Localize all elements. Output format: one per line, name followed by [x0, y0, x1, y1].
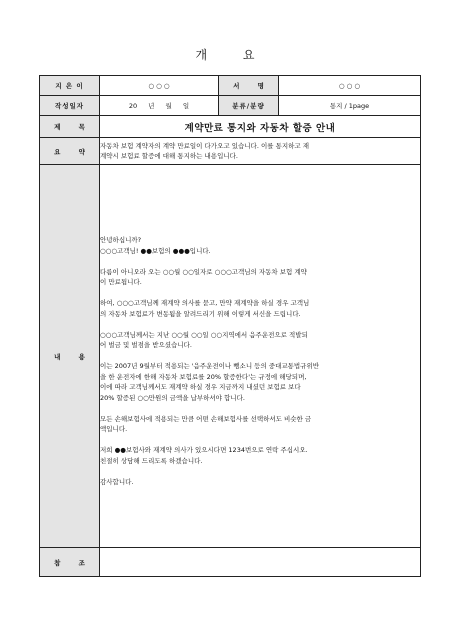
content-value[interactable]: [100, 165, 421, 548]
content-paragraph: [100, 445, 420, 466]
content-line: 다름이 아니오라 오는 ○○월 ○○일자로 ○○○고객님의 자동차 보험 계약: [100, 267, 307, 276]
signature-label: 서 명: [219, 76, 279, 96]
content-line: 감사합니다.: [100, 477, 134, 486]
date-row: [40, 96, 421, 116]
summary-row: [40, 138, 421, 165]
content-label: 내 용: [40, 165, 100, 548]
author-label: 지 은 이: [40, 76, 100, 96]
reference-value[interactable]: [100, 548, 421, 577]
content-row: [40, 165, 421, 548]
author-row: [40, 76, 421, 96]
content-line: 액입니다.: [100, 425, 128, 434]
content-body: [100, 214, 420, 487]
content-line: 하여, ○○○고객님께 재계약 의사를 묻고, 만약 재계약을 하실 경우 고객님: [100, 299, 310, 308]
content-line: 저희 ●●보험사와 재계약 의사가 있으시다면 1234번으로 연락 주십시오.: [100, 446, 308, 455]
content-paragraph: [100, 361, 420, 403]
content-paragraph: [100, 235, 420, 256]
content-line: 의 자동차 보험료가 변동됨을 알려드리기 위해 이렇게 서신을 드립니다.: [100, 309, 301, 318]
content-line: 안녕하십니까?: [100, 236, 142, 245]
content-paragraph: [100, 330, 420, 351]
content-line: 20% 할증된 ○○만원의 금액을 납부하셔야 합니다.: [100, 393, 245, 402]
subject-value[interactable]: 계약만료 통지와 자동차 할증 안내: [100, 116, 421, 138]
reference-label: 참 조: [40, 548, 100, 577]
subject-label: 제 목: [40, 116, 100, 138]
content-line: ○○○고객님께서는 지난 ○○월 ○○일 ○○지역에서 음주운전으로 적발되: [100, 330, 308, 339]
category-value[interactable]: 통지 / 1page: [279, 96, 421, 116]
author-value[interactable]: ○ ○ ○: [100, 76, 219, 96]
signature-value[interactable]: ○ ○ ○: [279, 76, 421, 96]
summary-line: 계약시 보험료 할증에 대해 통지하는 내용입니다.: [100, 152, 238, 160]
category-label: 분류/분량: [219, 96, 279, 116]
content-paragraph: [100, 477, 420, 488]
summary-label: 요 약: [40, 138, 100, 165]
document-title: 개 요: [195, 48, 271, 62]
content-line: 이 만료됩니다.: [100, 278, 142, 287]
content-line: 이는 2007년 9월부터 적용되는 '음주운전이나 뺑소니 등의 중대교통법규위반: [100, 362, 320, 371]
content-line: 친절히 상담해 드리도록 하겠습니다.: [100, 456, 203, 465]
date-label: 작성일자: [40, 96, 100, 116]
summary-value[interactable]: [100, 138, 421, 165]
content-line: 이에 따라 고객님께서도 재계약 하실 경우 지금까지 내셨던 보험료 보다: [100, 383, 301, 392]
reference-row: [40, 548, 421, 577]
content-line: 을 한 운전자에 한해 자동차 보험료를 20% 할증한다'는 규정에 해당되며,: [100, 372, 307, 381]
content-line: 어 벌금 및 벌점을 받으셨습니다.: [100, 341, 192, 350]
content-paragraph: [100, 298, 420, 319]
content-paragraph: [100, 414, 420, 435]
content-paragraph: [100, 267, 420, 288]
subject-row: [40, 116, 421, 138]
summary-line: 자동차 보험 계약자의 계약 만료일이 다가오고 있습니다. 이를 통지하고 재: [100, 141, 310, 150]
content-line: ○○○고객님! ●●보험의 ●●●입니다.: [100, 246, 211, 255]
summary-form-table: [39, 75, 421, 577]
date-value[interactable]: 20 년 월 일: [100, 96, 219, 116]
content-line: 모든 손해보험사에 적용되는 만큼 어떤 손해보험사를 선택하셔도 비슷한 금: [100, 414, 312, 423]
